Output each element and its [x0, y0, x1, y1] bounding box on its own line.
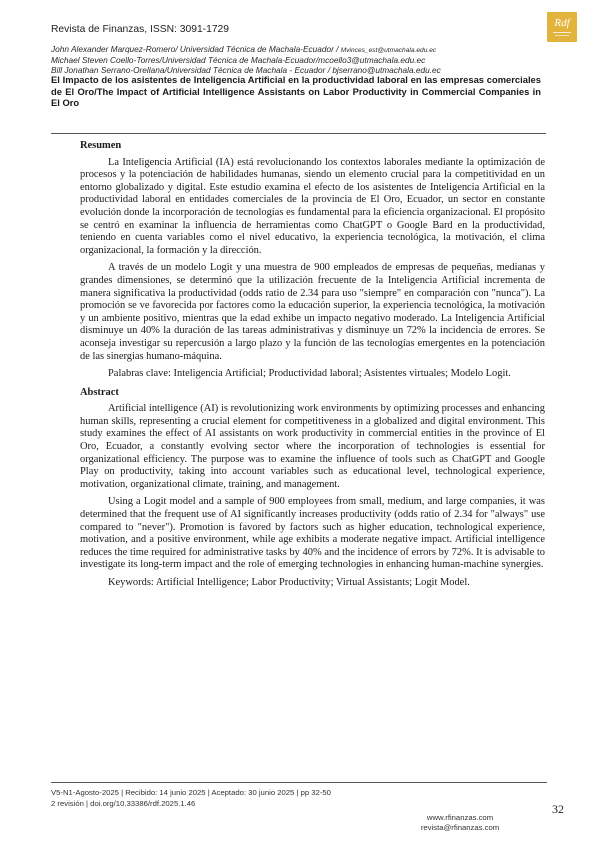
- footer-divider: [51, 782, 547, 783]
- resumen-keywords: Palabras clave: Inteligencia Artificial; Productividad laboral; Asistentes virtuales; Modelo Logit.: [108, 368, 511, 380]
- contact-email-link[interactable]: revista@rfinanzas.com: [420, 822, 500, 832]
- logo-bar: [553, 32, 571, 33]
- logo-text: Rdf: [554, 17, 570, 29]
- resumen-paragraph: A través de un modelo Logit y una muestra de 900 empleados de empresas de pequeñas, medianas y grandes dimensiones, se determinó que la utilización frecuente de la Inteligencia Artificial incrementa de manera significativa la productividad (odds ratio de 2.34 para uso "siempre" en comparación con "nunca"). La promoción se ve favorecida por factores como la educación superior, la experiencia tecnológica, la motivación y un ambiente positivo, mientras que la edad exhibe un impacto negativo moderado. La Inteligencia Artificial disminuye un 40% la duración de las tareas administrativas y disminuye un 72% la incidencia de errores. Se aconseja investigar su repercusión a largo plazo y la función de las tecnologías emergentes en la potenciación de las sinergias humano-máquina.: [80, 262, 545, 362]
- author-affiliation: John Alexander Marquez-Romero/ Universidad Técnica de Machala-Ecuador /: [51, 44, 341, 54]
- abstract-heading: Abstract: [80, 386, 119, 398]
- article-title: El Impacto de los asistentes de Inteligencia Artificial en la productividad laboral en las empresas comerciales de El Oro/The Impact of Artificial Intelligence Assistants on Labor Productivity in Commercial Companies in El Oro: [51, 74, 541, 108]
- author-line: Michael Steven Coello-Torres/Universidad Técnica de Machala-Ecuador/mcoello3@utmachala.edu.ec: [51, 55, 426, 65]
- abstract-paragraph: Artificial intelligence (AI) is revolutionizing work environments by optimizing processes and enhancing human skills, representing a crucial element for competitiveness in a globalized and digital environment. This study examines the effect of AI assistants on work productivity in commercial entities in the province of El Oro, Ecuador, a constantly evolving sector where the incorporation of technologies is essential for organizational efficiency. The purpose was to examine the influence of tools such as ChatGPT and Google Play on productivity, taking into account variables such as educational level, technological experience, motivation, organizational climate, training, and management.: [80, 403, 545, 490]
- resumen-paragraph: La Inteligencia Artificial (IA) está revolucionando los contextos laborales mediante la optimización de procesos y la potenciación de habilidades humanas, siendo un elemento crucial para la competitividad en un entorno globalizado y digital. Este estudio examina el efecto de los asistentes de Inteligencia Artificial en la productividad laboral en entidades comerciales de la provincia de El Oro, Ecuador, un sector en constante evolución donde la incorporación de tecnologías es fundamental para la eficiencia organizacional. El propósito se centró en examinar la influencia de herramientas como ChatGPT o Google Bard en la productividad, teniendo en cuenta variables como el nivel educativo, la experiencia tecnológica, la motivación, el clima organizacional, la formación y la dirección.: [80, 156, 545, 256]
- journal-logo: [547, 12, 577, 42]
- footer-issue-info: V5-N1-Agosto-2025 | Recibido: 14 junio 2025 | Aceptado: 30 junio 2025 | pp 32-50: [51, 788, 331, 797]
- journal-name: Revista de Finanzas, ISSN: 3091-1729: [51, 24, 230, 35]
- website-link[interactable]: www.rfinanzas.com: [426, 813, 494, 822]
- header-divider: [51, 133, 546, 134]
- abstract-paragraph: Using a Logit model and a sample of 900 employees from small, medium, and large companies, it was determined that the frequent use of AI significantly increases productivity (odds ratio of 2.34 for "always" use compared to "never"). Promotion is favored by factors such as higher education, technological experience, motivation, and a positive environment, while age exhibits a moderate negative impact. Artificial intelligence reduces the time required for administrative tasks by 40% and the incidence of errors by 72%. It is advisable to investigate its long-term impact and the role of emerging technologies in enhancing human-machine synergies.: [80, 496, 545, 571]
- author-line: Bill Jonathan Serrano-Orellana/Universidad Técnica de Machala - Ecuador / bjserrano@utmachala.edu.ec: [51, 65, 441, 75]
- article-body: [80, 140, 545, 596]
- abstract-keywords: Keywords: Artificial Intelligence; Labor Productivity; Virtual Assistants; Logit Model.: [108, 577, 470, 588]
- author-email[interactable]: Mvinces_est@utmachala.edu.ec: [340, 47, 437, 54]
- logo-bar: [555, 35, 569, 36]
- footer-meta: [51, 787, 331, 809]
- page-number: 32: [552, 802, 564, 816]
- author-line: [51, 44, 436, 54]
- footer-doi[interactable]: 2 revisión | doi.org/10.33386/rdf.2025.1.46: [51, 799, 196, 808]
- resumen-heading: Resumen: [80, 140, 122, 151]
- footer-contact: [415, 813, 505, 832]
